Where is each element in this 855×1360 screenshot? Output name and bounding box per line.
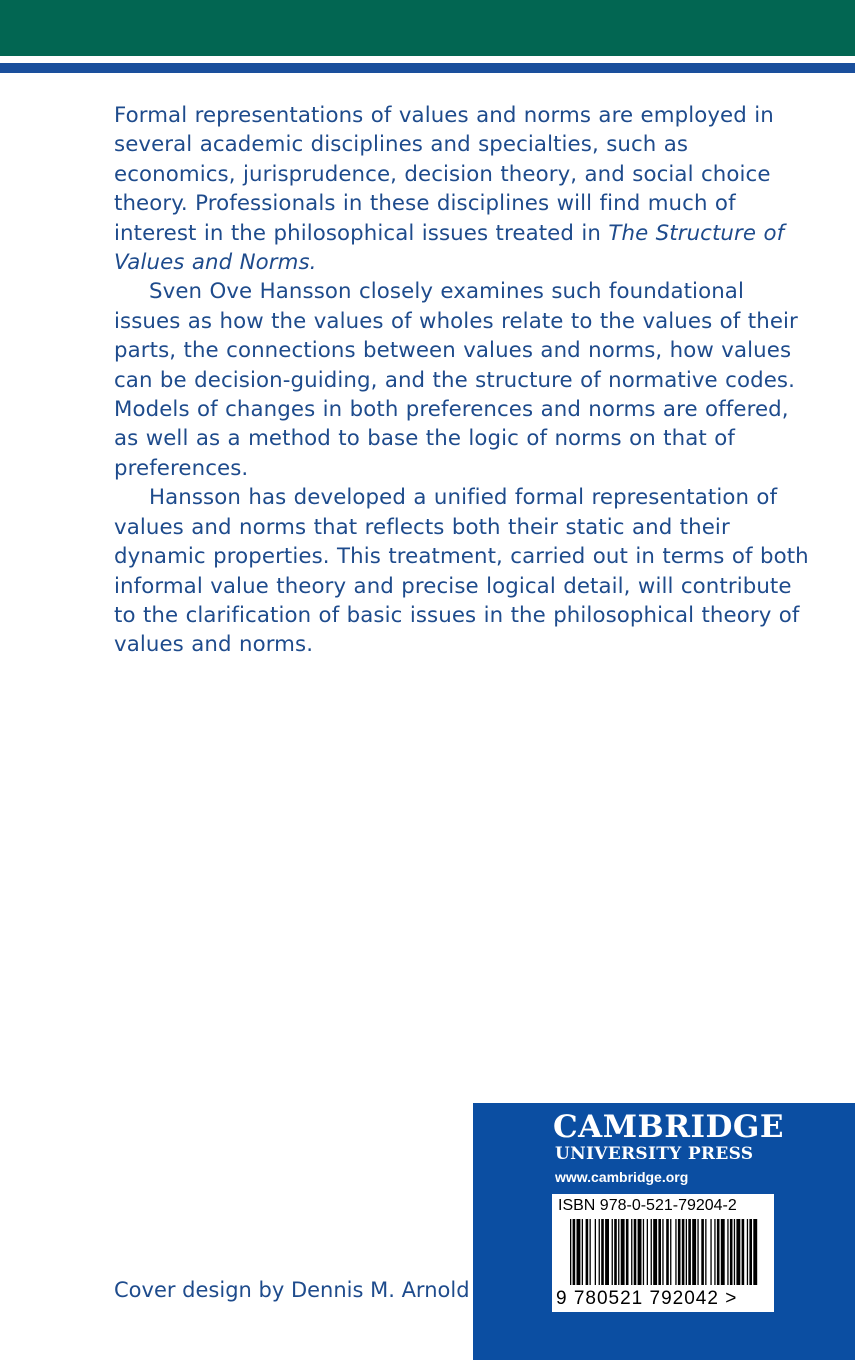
blurb-line: can be decision-guiding, and the structure of normative codes. — [114, 367, 795, 393]
blurb-line: Models of changes in both preferences and norms are offered, — [114, 397, 789, 423]
publisher-block — [473, 1103, 855, 1360]
publisher-url: www.cambridge.org — [555, 1169, 689, 1185]
blurb-line: Hansson has developed a unified formal representation of — [149, 485, 778, 511]
publisher-logo: CAMBRIDGE — [553, 1109, 784, 1145]
blurb-text: interest in the philosophical issues treated in — [114, 220, 609, 246]
blurb-line: several academic disciplines and specialties, such as — [114, 132, 689, 158]
blurb-line: issues as how the values of wholes relate to the values of their — [114, 308, 798, 334]
blurb-line: values and norms that reflects both their static and their — [114, 514, 730, 540]
blurb-line: Formal representations of values and norms are employed in — [114, 103, 774, 128]
blurb-line: to the clarification of basic issues in the philosophical theory of — [114, 602, 800, 628]
back-cover-blurb — [114, 101, 829, 660]
blurb-line: Sven Ove Hansson closely examines such foundational — [149, 279, 744, 305]
book-title-part-1: The Structure of — [608, 220, 785, 246]
cover-design-credit: Cover design by Dennis M. Arnold — [114, 1278, 470, 1302]
barcode-box — [552, 1194, 774, 1312]
publisher-subtitle: UNIVERSITY PRESS — [555, 1144, 754, 1164]
barcode-digits: 9 780521 792042 > — [556, 1288, 738, 1309]
blurb-line: informal value theory and precise logical detail, will contribute — [114, 573, 792, 599]
top-color-band — [0, 0, 855, 56]
blurb-line — [114, 219, 829, 248]
blurb-line: theory. Professionals in these disciplines will find much of — [114, 191, 736, 217]
blurb-line: values and norms. — [114, 632, 314, 658]
blurb-line: as well as a method to base the logic of norms on that of — [114, 426, 735, 452]
isbn-label: ISBN 978-0-521-79204-2 — [558, 1197, 737, 1214]
blurb-line: parts, the connections between values and norms, how values — [114, 338, 792, 364]
blurb-line: economics, jurisprudence, decision theory, and social choice — [114, 161, 771, 187]
book-title-part-2: Values and Norms. — [114, 250, 317, 276]
blurb-line — [114, 248, 829, 277]
blurb-line: preferences. — [114, 455, 249, 481]
band-separator — [0, 56, 855, 63]
blue-rule — [0, 63, 855, 73]
barcode-icon — [570, 1219, 760, 1289]
blurb-line: dynamic properties. This treatment, carried out in terms of both — [114, 544, 809, 570]
